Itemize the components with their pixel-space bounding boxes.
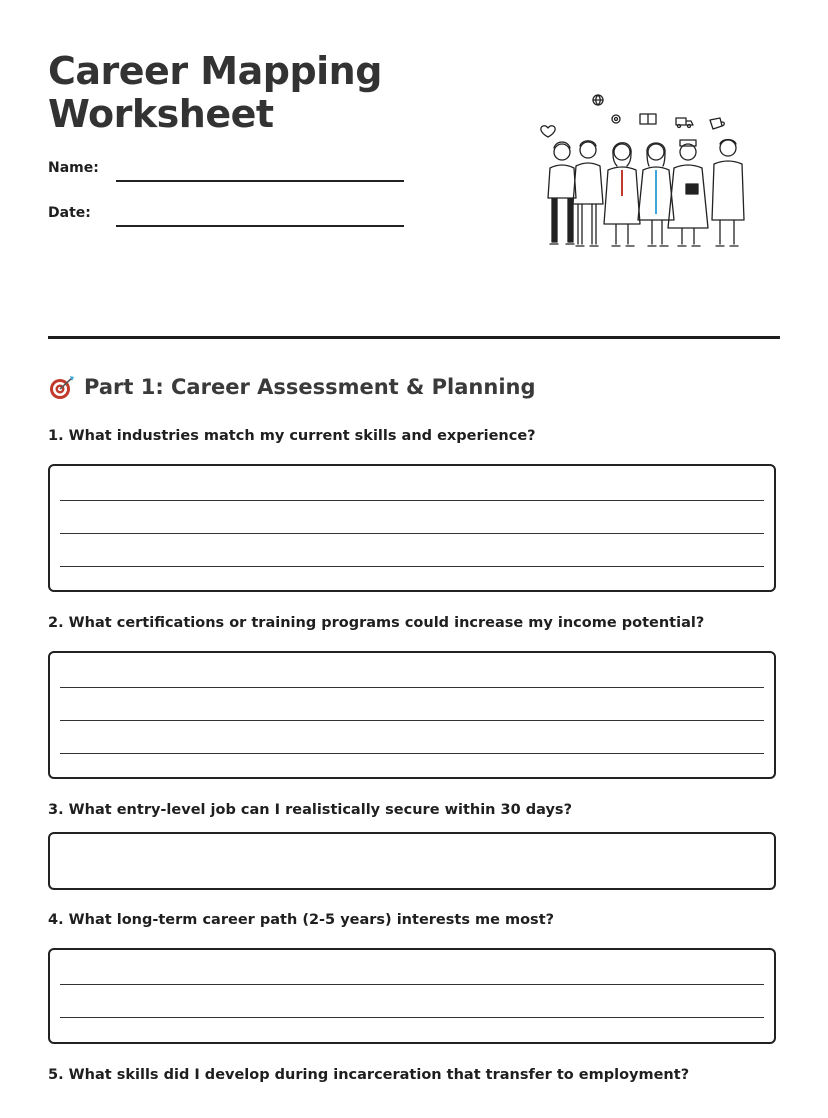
date-label: Date: (48, 205, 91, 221)
target-icon (48, 374, 76, 400)
globe-icon (593, 95, 603, 105)
question-4: 4. What long-term career path (2-5 years) interests me most? (48, 912, 555, 928)
answer-line (60, 500, 764, 501)
question-3: 3. What entry-level job can I realistically secure within 30 days? (48, 802, 572, 818)
answer-box-2[interactable] (48, 651, 776, 779)
answer-line (60, 533, 764, 534)
title-line-1: Career Mapping (48, 49, 382, 93)
date-field[interactable] (116, 225, 404, 227)
person-1 (548, 142, 576, 244)
book-icon (640, 114, 656, 124)
name-field[interactable] (116, 180, 404, 182)
group-of-professionals-illustration (526, 88, 758, 270)
answer-box-1[interactable] (48, 464, 776, 592)
answer-line (60, 687, 764, 688)
question-2: 2. What certifications or training programs could increase my income potential? (48, 615, 705, 631)
answer-line (60, 753, 764, 754)
title-line-2: Worksheet (48, 92, 274, 136)
answer-line (60, 566, 764, 567)
gear-icon (612, 115, 620, 123)
worksheet-title (48, 50, 382, 136)
cup-icon (710, 118, 724, 129)
person-6 (712, 140, 744, 247)
part-1-heading (48, 374, 536, 400)
question-5: 5. What skills did I develop during incarceration that transfer to employment? (48, 1067, 690, 1083)
answer-line (60, 720, 764, 721)
answer-box-4[interactable] (48, 948, 776, 1044)
person-5 (668, 140, 708, 246)
answer-line (60, 984, 764, 985)
part-1-title: Part 1: Career Assessment & Planning (84, 375, 536, 399)
question-1: 1. What industries match my current skills and experience? (48, 428, 536, 444)
truck-icon (676, 118, 693, 128)
person-2 (573, 141, 603, 246)
answer-line (60, 1017, 764, 1018)
heart-icon (541, 126, 555, 137)
answer-box-3[interactable] (48, 832, 776, 890)
name-label: Name: (48, 160, 99, 176)
section-divider (48, 336, 780, 339)
